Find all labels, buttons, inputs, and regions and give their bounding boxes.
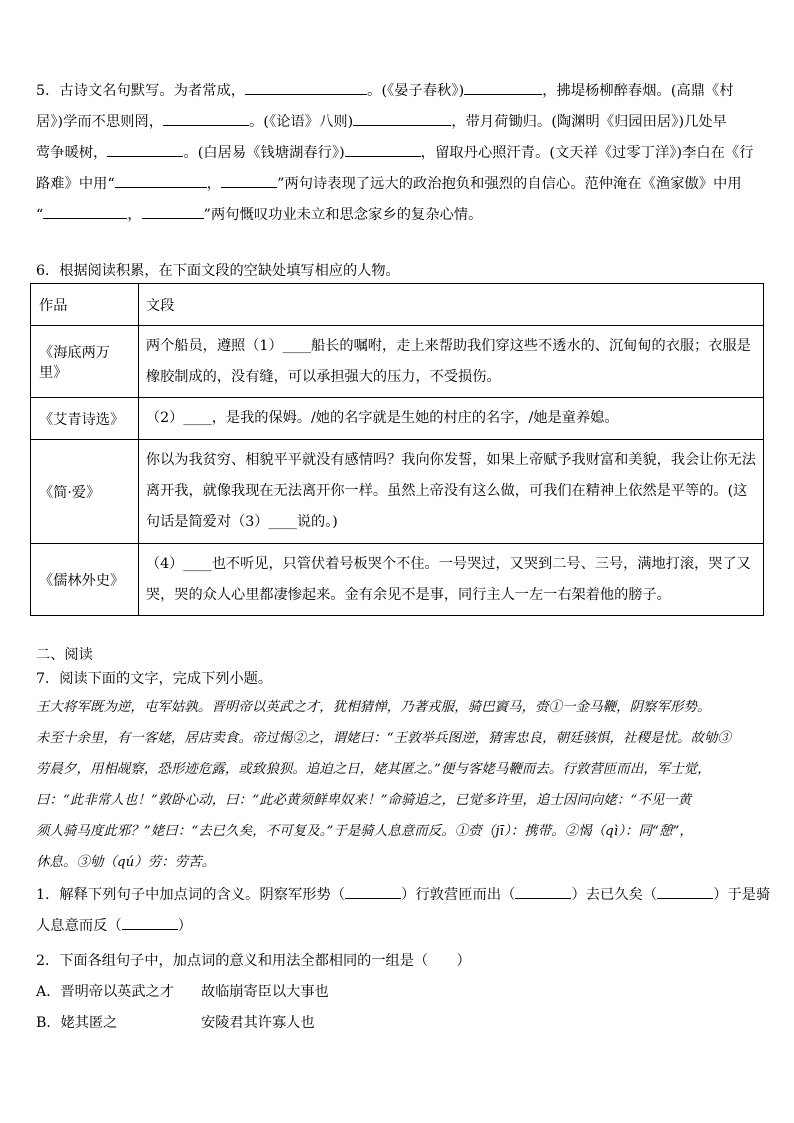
passage-line: 两个船员，遵照（1）____船长的嘱咐，走上来帮助我们穿这些不透水的、沉甸甸的衣服；衣服是 xyxy=(145,337,751,354)
q5-text: ，带月荷锄归。(陶渊明《归园田居》)几处早 xyxy=(451,114,727,130)
option-b-left: B．姥其匿之 xyxy=(36,1015,118,1031)
passage-line: 休息。③劬（qú）劳：劳苦。 xyxy=(36,855,216,870)
q5-text: 。(《晏子春秋》) xyxy=(367,83,465,99)
answer-blank[interactable] xyxy=(221,173,277,188)
answer-blank[interactable] xyxy=(657,884,713,899)
table-row xyxy=(31,326,764,398)
passage-cell xyxy=(138,398,763,440)
q5-line-5 xyxy=(36,200,758,231)
passage-line: 你以为我贫穷、相貌平平就没有感情吗？我向你发誓，如果上帝赋予我财富和美貌，我会让你无法 xyxy=(145,452,756,468)
sub1-line-1 xyxy=(36,880,771,911)
answer-blank[interactable] xyxy=(122,915,178,930)
answer-blank[interactable] xyxy=(345,884,401,899)
passage-line: 曰：“此非常人也！”敦卧心动，曰：“此必黄须鲜卑奴来！”命骑追之，已觉多许里，追士因问向姥：“不见一黄 xyxy=(36,793,692,808)
sub1-text: ）去已久矣（ xyxy=(571,887,658,903)
q5-line-4 xyxy=(36,169,758,200)
option-b-right: 安陵君其许寡人也 xyxy=(201,1015,315,1031)
table-header-row xyxy=(31,284,764,326)
passage-line: 须人骑马度此邪？”姥曰：“去已久矣，不可复及。”于是骑人息意而反。①赍（jī）：携带。②愒（qì）：同“憩”， xyxy=(36,824,693,839)
sub1-text: ） xyxy=(177,918,193,934)
q7-sub1 xyxy=(36,880,771,942)
answer-blank[interactable] xyxy=(245,80,367,95)
q5-line-2 xyxy=(36,107,758,138)
work-cell: 《儒林外史》 xyxy=(31,544,139,616)
passage-cell xyxy=(138,440,763,544)
passage-cell xyxy=(138,544,763,616)
passage-line: （2）____，是我的保姆。/她的名字就是生她的村庄的名字，/她是童养媳。 xyxy=(145,410,619,426)
passage-line: （4）____也不听见，只管伏着号板哭个不住。一号哭过，又哭到二号、三号，满地打滚，哭了又 xyxy=(145,555,751,572)
q5-text: 5．古诗文名句默写。为者常成， xyxy=(36,83,246,99)
answer-blank[interactable] xyxy=(107,142,183,157)
work-cell: 《海底两万里》 xyxy=(31,326,139,398)
q7-sub2: 2．下面各组句子中，加点词的意义和用法全都相同的一组是（ ） xyxy=(36,953,471,969)
work-cell: 《简·爱》 xyxy=(31,440,139,544)
option-a-left: A．晋明帝以英武之才 xyxy=(36,984,174,1000)
option-a-right: 故临崩寄臣以大事也 xyxy=(201,984,329,1000)
table-row xyxy=(31,398,764,440)
q5-line-1 xyxy=(36,76,758,107)
header-work: 作品 xyxy=(31,284,139,326)
table-row xyxy=(31,440,764,544)
sub1-line-2 xyxy=(36,911,758,942)
passage-line: 哭，哭的众人心里都凄惨起来。金有余见不是事，同行主人一左一右架着他的膀子。 xyxy=(145,586,671,603)
passage-line: 王大将军既为逆，屯军姑孰。晋明帝以英武之才，犹相猜惮，乃著戎服，骑巴賨马，赍①一金马鞭，阴察军形势。 xyxy=(36,700,711,715)
q5-text: ”两句诗表现了远大的政治抱负和强烈的自信心。范仲淹在《渔家傲》中用 xyxy=(277,176,742,192)
option-a[interactable] xyxy=(36,981,329,1001)
sub1-text: 人息意而反（ xyxy=(36,918,122,934)
q5-text: 居》)学而不思则罔， xyxy=(36,114,164,130)
q6-title: 6．根据阅读积累，在下面文段的空缺处填写相应的人物。 xyxy=(36,263,400,279)
answer-blank[interactable] xyxy=(515,884,571,899)
sub1-text: ）于是骑 xyxy=(713,887,771,903)
q5-text: 。(白居易《钱塘湖春行》) xyxy=(183,145,345,161)
work-cell: 《艾青诗选》 xyxy=(31,398,139,440)
q5-line-3 xyxy=(36,138,758,169)
passage-line: 劳晨夕，用相觇察，恐形迹危露，或致狼狈。追迫之日，姥其匿之。”便与客姥马鞭而去。行敦营匝而出，军士觉， xyxy=(36,762,711,777)
q5-text: ”两句慨叹功业未立和思念家乡的复杂心情。 xyxy=(203,207,483,223)
answer-blank[interactable] xyxy=(43,204,127,219)
option-b[interactable] xyxy=(36,1012,315,1032)
question-5 xyxy=(36,76,758,231)
q5-text: ， xyxy=(206,176,222,192)
answer-blank[interactable] xyxy=(115,173,207,188)
q5-text: 莺争暖树， xyxy=(36,145,108,161)
table-row xyxy=(31,544,764,616)
answer-blank[interactable] xyxy=(163,111,249,126)
q5-text: “ xyxy=(36,207,44,223)
passage-line: 句话是简爱对（3）____说的。) xyxy=(145,514,338,530)
passage-line: 橡胶制成的，没有缝，可以承担强大的压力，不受损伤。 xyxy=(145,368,501,385)
q5-text: 路难》中用“ xyxy=(36,176,115,192)
q7-title: 7．阅读下面的文字，完成下列小题。 xyxy=(36,671,273,687)
q5-text: ，留取丹心照汗青。(文天祥《过零丁洋》)李白在《行 xyxy=(420,145,754,161)
sub1-text: 1．解释下列句子中加点词的含义。阴察军形势（ xyxy=(36,887,346,903)
passage-line: 未至十余里，有一客姥，居店卖食。帝过愒②之，谓姥曰：“王敦举兵图逆，猜害忠良，朝廷骇惧，社稷是忧。故劬③ xyxy=(36,731,731,746)
answer-blank[interactable] xyxy=(142,204,204,219)
answer-blank[interactable] xyxy=(345,142,421,157)
passage-cell xyxy=(138,326,763,398)
classical-passage xyxy=(36,692,760,878)
q5-text: ，拂堤杨柳醉春烟。(高鼎《村 xyxy=(542,83,734,99)
passage-line: 离开我，就像我现在无法离开你一样。虽然上帝没有这么做，可我们在精神上依然是平等的。(这 xyxy=(145,483,748,499)
answer-blank[interactable] xyxy=(464,80,542,95)
answer-blank[interactable] xyxy=(353,111,451,126)
literature-table xyxy=(30,283,764,616)
section-2-title: 二、阅读 xyxy=(36,647,93,663)
q5-text: 。(《论语》八则) xyxy=(249,114,354,130)
q5-text: ， xyxy=(127,207,142,223)
header-passage: 文段 xyxy=(138,284,763,326)
sub1-text: ）行敦营匝而出（ xyxy=(401,887,516,903)
